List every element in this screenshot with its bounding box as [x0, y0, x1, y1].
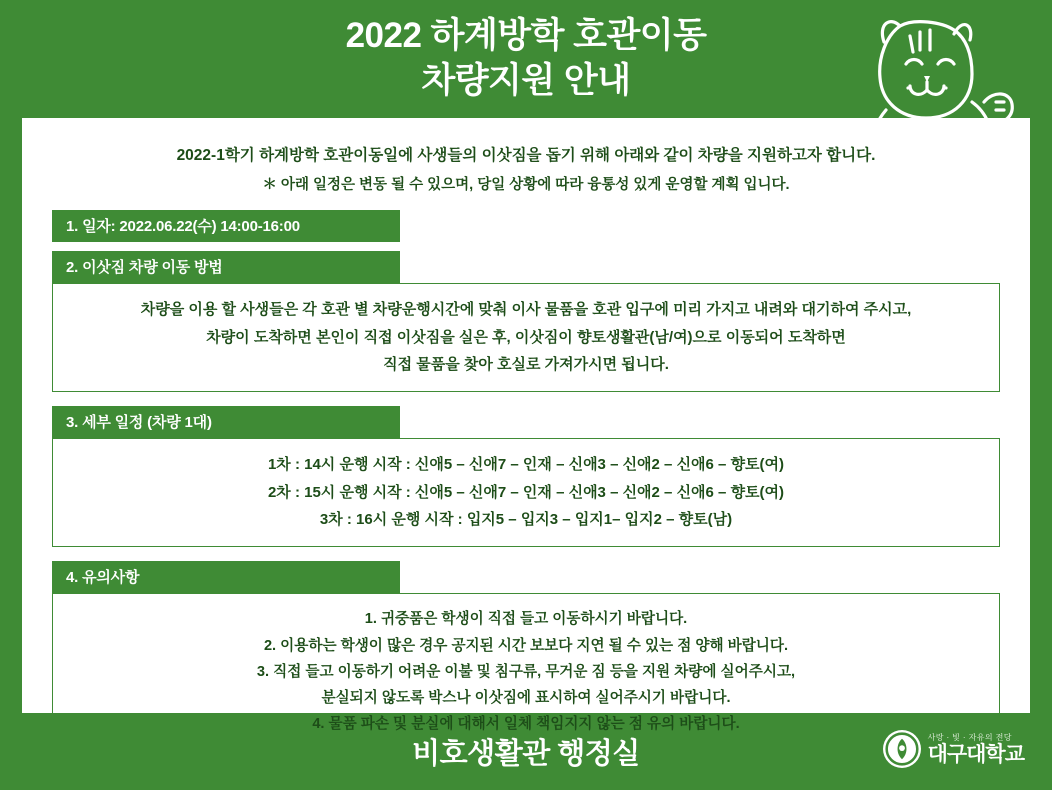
- section-4-line-5: 4. 물품 파손 및 분실에 대해서 일체 책임지지 않는 점 유의 바랍니다.: [312, 716, 740, 733]
- page-title-line1: 2022 하계방학 호관이동: [345, 16, 707, 56]
- section-2-body: [52, 283, 1000, 392]
- section-1-heading: 1. 일자: 2022.06.22(수) 14:00-16:00: [52, 210, 400, 242]
- section-1: [52, 210, 1000, 242]
- poster-footer: [0, 713, 1052, 790]
- office-name: 비호생활관 행정실: [412, 738, 640, 770]
- section-2-heading: 2. 이삿짐 차량 이동 방법: [52, 251, 400, 283]
- section-3-line-1: 1차 : 14시 운행 시작 : 신애5 – 신애7 – 인재 – 신애3 – 신애2 – 신애6 – 향토(여): [267, 456, 785, 474]
- section-3-line-2: 2차 : 15시 운행 시작 : 신애5 – 신애7 – 인재 – 신애3 – 신애2 – 신애6 – 향토(여): [267, 483, 785, 501]
- page-title: [346, 14, 707, 104]
- section-2-line-3: 직접 물품을 찾아 호실로 가져가시면 됩니다.: [383, 356, 669, 374]
- section-2: [52, 251, 1000, 392]
- university-slogan: 사랑 · 빛 · 자유의 전당: [927, 732, 1012, 742]
- section-2-line-2: 차량이 도착하면 본인이 직접 이삿짐을 실은 후, 이삿짐이 향토생활관(남/여)으로 이동되어 도착하면: [206, 328, 846, 346]
- section-3: [52, 406, 1000, 547]
- intro-sub: ＊ 아래 일정은 변동 될 수 있으며, 당일 상황에 따라 융통성 있게 운영할 계획 입니다.: [262, 177, 790, 194]
- poster-header: [0, 0, 1052, 118]
- university-logo-text: [928, 734, 1024, 765]
- section-4-line-4: 분실되지 않도록 박스나 이삿짐에 표시하여 실어주시기 바랍니다.: [321, 690, 731, 707]
- section-4-line-1: 1. 귀중품은 학생이 직접 들고 이동하시기 바랍니다.: [364, 611, 688, 628]
- page-title-line2: 차량지원 안내: [421, 61, 631, 100]
- intro-main: 2022-1학기 하계방학 호관이동일에 사생들의 이삿짐을 돕기 위해 아래와 같이 차량을 지원하고자 합니다.: [176, 147, 876, 164]
- intro-paragraph: [52, 144, 1000, 196]
- section-3-body: [52, 438, 1000, 547]
- section-4-line-2: 2. 이용하는 학생이 많은 경우 공지된 시간 보보다 지연 될 수 있는 점 양해 바랍니다.: [263, 637, 789, 654]
- section-3-heading: 3. 세부 일정 (차량 1대): [52, 406, 400, 438]
- content-panel: [22, 118, 1030, 733]
- university-logo: [883, 730, 1024, 768]
- university-name: 대구대학교: [927, 742, 1024, 766]
- section-3-line-3: 3차 : 16시 운행 시작 : 입지5 – 입지3 – 입지1– 입지2 – 향토(남): [319, 510, 733, 528]
- section-4-line-3: 3. 직접 들고 이동하기 어려운 이불 및 침구류, 무거운 짐 등을 지원 차량에 실어주시고,: [256, 663, 796, 680]
- section-4-heading: 4. 유의사항: [52, 561, 400, 593]
- university-emblem-icon: [883, 730, 921, 768]
- section-2-line-1: 차량을 이용 할 사생들은 각 호관 별 차량운행시간에 맞춰 이사 물품을 호관 입구에 미리 가지고 내려와 대기하여 주시고,: [140, 301, 912, 319]
